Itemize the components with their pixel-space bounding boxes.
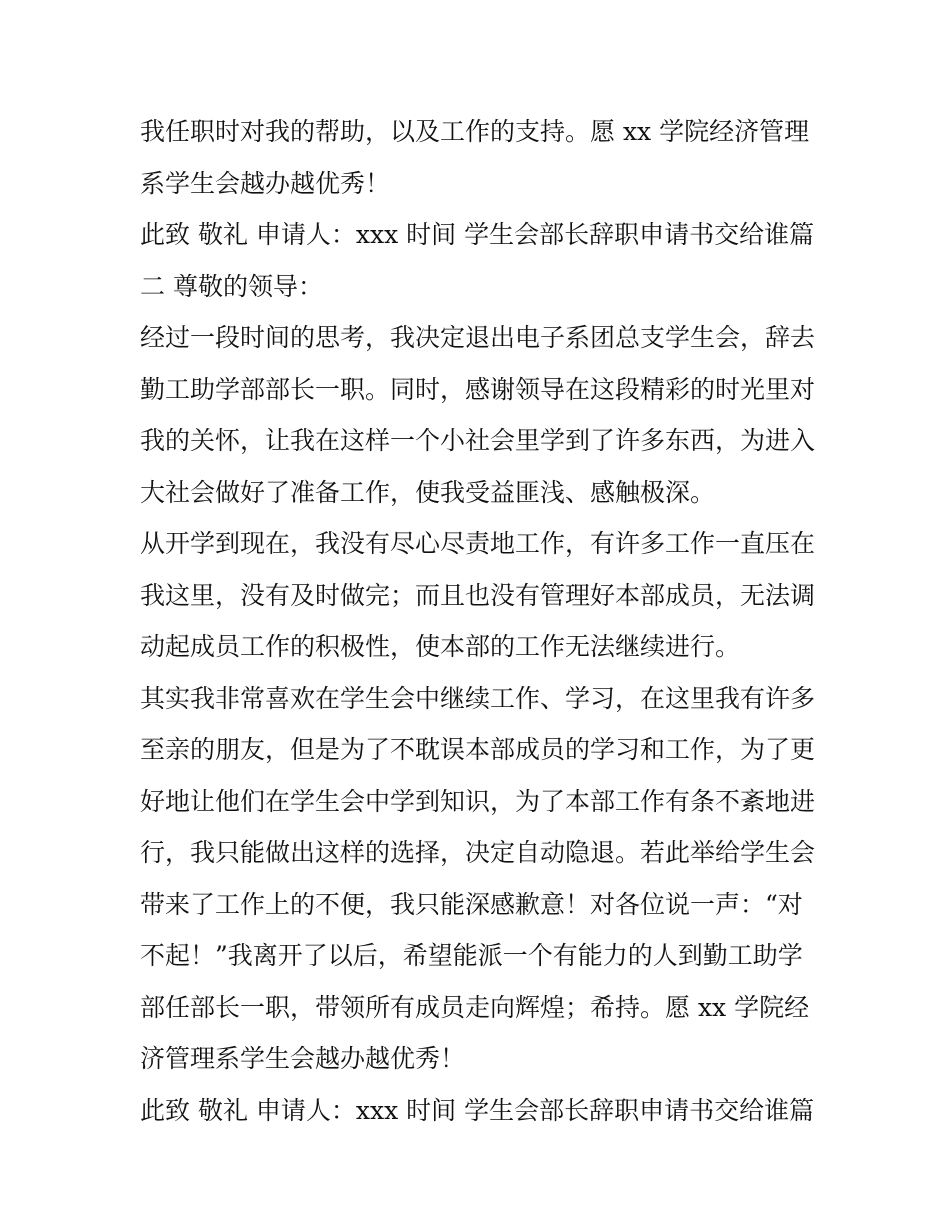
text-line: 大社会做好了准备工作，使我受益匪浅、感触极深。 — [140, 477, 716, 507]
text-line: 经过一段时间的思考，我决定退出电子系团总支学生会，辞去 — [140, 323, 816, 352]
text-line: 好地让他们在学生会中学到知识，为了本部工作有条不紊地进 — [140, 786, 816, 816]
text-line: 系学生会越办越优秀！ — [140, 168, 391, 198]
text-line: 我任职时对我的帮助，以及工作的支持。愿 xx 学院经济管理 — [140, 117, 810, 146]
text-line: 我这里，没有及时做完；而且也没有管理好本部成员，无法调 — [140, 580, 816, 610]
text-line: 我的关怀，让我在这样一个小社会里学到了许多东西，为进入 — [140, 426, 816, 455]
text-line: 从开学到现在，我没有尽心尽责地工作，有许多工作一直压在 — [140, 529, 816, 558]
text-line: 勤工助学部部长一职。同时，感谢领导在这段精彩的时光里对 — [140, 374, 816, 404]
text-line: 此致 敬礼 申请人：xxx 时间 学生会部长辞职申请书交给谁篇 — [140, 220, 815, 249]
text-line: 至亲的朋友，但是为了不耽误本部成员的学习和工作，为了更 — [140, 735, 816, 764]
text-line: 不起！”我离开了以后，希望能派一个有能力的人到勤工助学 — [140, 941, 803, 970]
text-line: 动起成员工作的积极性，使本部的工作无法继续进行。 — [140, 632, 741, 661]
text-line: 二 尊敬的领导： — [140, 271, 323, 301]
text-line: 其实我非常喜欢在学生会中继续工作、学习，在这里我有许多 — [140, 683, 816, 713]
text-line: 带来了工作上的不便，我只能深感歉意！对各位说一声：“对 — [140, 889, 803, 919]
body-text — [140, 106, 820, 1136]
text-line: 此致 敬礼 申请人：xxx 时间 学生会部长辞职申请书交给谁篇 — [140, 1095, 815, 1125]
text-line: 部任部长一职，带领所有成员走向辉煌；希持。愿 xx 学院经 — [140, 992, 810, 1022]
text-line: 济管理系学生会越办越优秀！ — [140, 1044, 466, 1073]
text-line: 行，我只能做出这样的选择，决定自动隐退。若此举给学生会 — [140, 838, 816, 867]
